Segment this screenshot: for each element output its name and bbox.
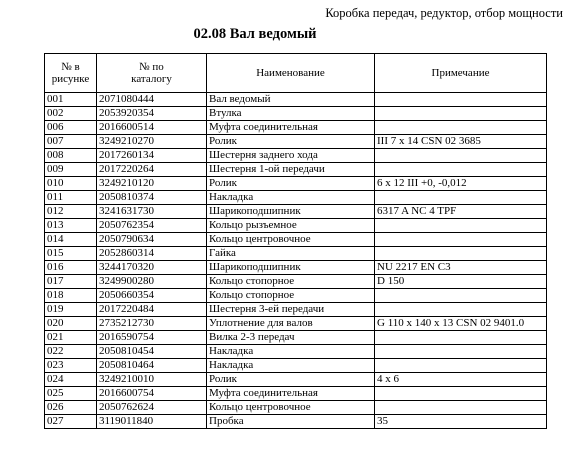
cell-catalog-number: 2050810464 [97, 359, 207, 373]
cell-catalog-number: 3249900280 [97, 275, 207, 289]
cell-name: Кольцо центровочное [207, 401, 375, 415]
cell-name: Ролик [207, 135, 375, 149]
cell-name: Ролик [207, 177, 375, 191]
table-row [45, 317, 547, 331]
table-row [45, 275, 547, 289]
cell-note [375, 345, 547, 359]
cell-figure-number: 008 [45, 149, 97, 163]
table-row [45, 415, 547, 429]
cell-figure-number: 013 [45, 219, 97, 233]
cell-name: Вилка 2-3 передач [207, 331, 375, 345]
cell-figure-number: 016 [45, 261, 97, 275]
table-row [45, 191, 547, 205]
cell-figure-number: 011 [45, 191, 97, 205]
cell-catalog-number: 2017260134 [97, 149, 207, 163]
cell-catalog-number: 2050762354 [97, 219, 207, 233]
cell-figure-number: 006 [45, 121, 97, 135]
cell-figure-number: 027 [45, 415, 97, 429]
cell-figure-number: 001 [45, 93, 97, 107]
cell-figure-number: 009 [45, 163, 97, 177]
cell-figure-number: 021 [45, 331, 97, 345]
cell-catalog-number: 2050810454 [97, 345, 207, 359]
cell-note [375, 387, 547, 401]
cell-note: D 150 [375, 275, 547, 289]
table-row [45, 401, 547, 415]
cell-name: Накладка [207, 345, 375, 359]
table-row [45, 219, 547, 233]
cell-name: Муфта соединительная [207, 121, 375, 135]
cell-figure-number: 002 [45, 107, 97, 121]
cell-figure-number: 024 [45, 373, 97, 387]
cell-catalog-number: 2071080444 [97, 93, 207, 107]
cell-name: Ролик [207, 373, 375, 387]
cell-note [375, 247, 547, 261]
cell-figure-number: 007 [45, 135, 97, 149]
cell-note [375, 289, 547, 303]
cell-note: 6317 A NC 4 TPF [375, 205, 547, 219]
cell-catalog-number: 2050660354 [97, 289, 207, 303]
cell-name: Кольцо стопорное [207, 275, 375, 289]
cell-catalog-number: 3249210120 [97, 177, 207, 191]
cell-catalog-number: 2052860314 [97, 247, 207, 261]
section-title: Коробка передач, редуктор, отбор мощности [325, 6, 563, 20]
cell-catalog-number: 3249210270 [97, 135, 207, 149]
cell-note: III 7 x 14 CSN 02 3685 [375, 135, 547, 149]
table-row [45, 247, 547, 261]
cell-figure-number: 012 [45, 205, 97, 219]
cell-name: Пробка [207, 415, 375, 429]
cell-name: Вал ведомый [207, 93, 375, 107]
cell-note: G 110 x 140 x 13 CSN 02 9401.0 [375, 317, 547, 331]
cell-note [375, 359, 547, 373]
cell-catalog-number: 3241631730 [97, 205, 207, 219]
cell-name: Кольцо центровочное [207, 233, 375, 247]
table-row [45, 331, 547, 345]
cell-note [375, 219, 547, 233]
table-row [45, 261, 547, 275]
table-row [45, 233, 547, 247]
table-row [45, 289, 547, 303]
page-title: 02.08 Вал ведомый [193, 26, 317, 42]
cell-note [375, 331, 547, 345]
cell-catalog-number: 2016590754 [97, 331, 207, 345]
cell-catalog-number: 3244170320 [97, 261, 207, 275]
table-row [45, 205, 547, 219]
cell-catalog-number: 3249210010 [97, 373, 207, 387]
cell-note [375, 303, 547, 317]
cell-figure-number: 014 [45, 233, 97, 247]
cell-figure-number: 022 [45, 345, 97, 359]
cell-name: Накладка [207, 191, 375, 205]
cell-catalog-number: 2017220484 [97, 303, 207, 317]
table-row [45, 121, 547, 135]
column-header-catalog-number: № по каталогу [97, 54, 207, 93]
table-row [45, 177, 547, 191]
cell-note [375, 107, 547, 121]
cell-note [375, 93, 547, 107]
cell-catalog-number: 2050790634 [97, 233, 207, 247]
table-row [45, 303, 547, 317]
cell-catalog-number: 2017220264 [97, 163, 207, 177]
cell-note [375, 233, 547, 247]
cell-note [375, 191, 547, 205]
cell-note [375, 121, 547, 135]
cell-note: NU 2217 EN C3 [375, 261, 547, 275]
cell-note: 6 x 12 III +0, -0,012 [375, 177, 547, 191]
cell-name: Кольцо стопорное [207, 289, 375, 303]
cell-name: Шарикоподшипник [207, 205, 375, 219]
cell-note [375, 163, 547, 177]
cell-figure-number: 020 [45, 317, 97, 331]
cell-name: Гайка [207, 247, 375, 261]
cell-name: Шестерня заднего хода [207, 149, 375, 163]
cell-figure-number: 010 [45, 177, 97, 191]
table-row [45, 149, 547, 163]
cell-name: Втулка [207, 107, 375, 121]
table-row [45, 359, 547, 373]
table-row [45, 345, 547, 359]
parts-table [44, 53, 547, 429]
table-row [45, 373, 547, 387]
cell-catalog-number: 2053920354 [97, 107, 207, 121]
cell-name: Шестерня 3-ей передачи [207, 303, 375, 317]
table-row [45, 163, 547, 177]
table-row [45, 93, 547, 107]
cell-name: Накладка [207, 359, 375, 373]
cell-catalog-number: 3119011840 [97, 415, 207, 429]
cell-figure-number: 019 [45, 303, 97, 317]
cell-note: 4 x 6 [375, 373, 547, 387]
cell-catalog-number: 2050762624 [97, 401, 207, 415]
table-header-row [45, 54, 547, 93]
column-header-name: Наименование [207, 54, 375, 93]
cell-note [375, 401, 547, 415]
cell-catalog-number: 2050810374 [97, 191, 207, 205]
cell-name: Кольцо рызъемное [207, 219, 375, 233]
cell-figure-number: 023 [45, 359, 97, 373]
cell-catalog-number: 2016600514 [97, 121, 207, 135]
cell-name: Уплотнение для валов [207, 317, 375, 331]
cell-figure-number: 025 [45, 387, 97, 401]
cell-name: Шестерня 1-ой передачи [207, 163, 375, 177]
cell-figure-number: 018 [45, 289, 97, 303]
column-header-note: Примечание [375, 54, 547, 93]
cell-figure-number: 015 [45, 247, 97, 261]
cell-figure-number: 017 [45, 275, 97, 289]
column-header-figure-number: № в рисунке [45, 54, 97, 93]
cell-figure-number: 026 [45, 401, 97, 415]
cell-name: Шарикоподшипник [207, 261, 375, 275]
cell-catalog-number: 2735212730 [97, 317, 207, 331]
cell-catalog-number: 2016600754 [97, 387, 207, 401]
cell-note [375, 149, 547, 163]
cell-note: 35 [375, 415, 547, 429]
table-row [45, 135, 547, 149]
table-row [45, 107, 547, 121]
table-row [45, 387, 547, 401]
cell-name: Муфта соединительная [207, 387, 375, 401]
